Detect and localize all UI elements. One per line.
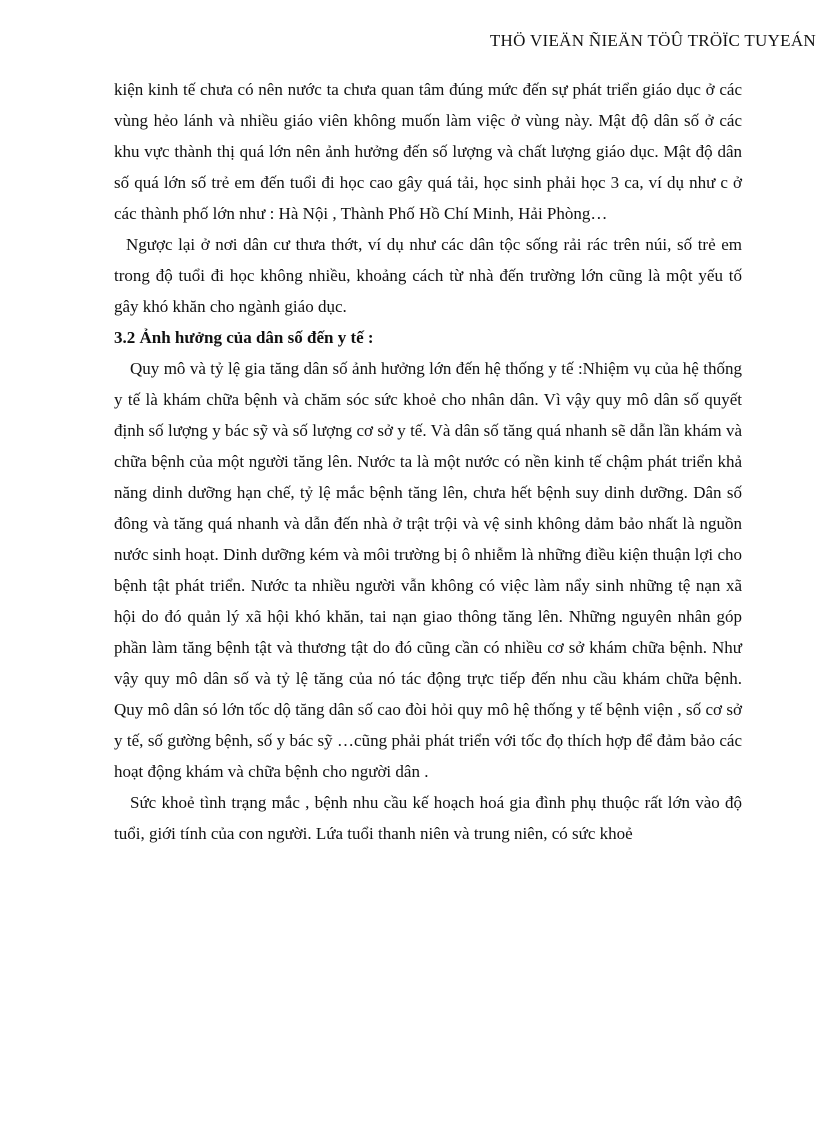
paragraph-education-urban: kiện kinh tế chưa có nên nước ta chưa quan tâm đúng mức đến sự phát triển giáo dục ở các vùng hẻo lánh và nhiều giáo viên không muốn làm việc ở vùng này. Mật độ dân số ở các khu vực thành thị quá lớn nên ảnh hưởng đến số lượng và chất lượng giáo dục. Mật độ dân số quá lớn số trẻ em đến tuổi đi học cao gây quá tải, học sinh phải học 3 ca, ví dụ như c ở các thành phố lớn như : Hà Nội , Thành Phố Hồ Chí Minh, Hải Phòng… <box>114 80 742 223</box>
page-header: THÖ VIEÄN ÑIEÄN TÖÛ TRÖÏC TUYEÁN <box>489 31 816 50</box>
document-body <box>114 74 742 849</box>
section-heading: 3.2 Ảnh hưởng của dân số đến y tế : <box>114 328 374 347</box>
paragraph-education-rural: Ngược lại ở nơi dân cư thưa thớt, ví dụ như các dân tộc sống rải rác trên núi, số trẻ em trong độ tuổi đi học không nhiều, khoảng cách từ nhà đến trường lớn cũng là một yếu tố gây khó khăn cho ngành giáo dục. <box>114 235 742 316</box>
paragraph-health-system: Quy mô và tỷ lệ gia tăng dân số ảnh hưởng lớn đến hệ thống y tế :Nhiệm vụ của hệ thống y tế là khám chữa bệnh và chăm sóc sức khoẻ cho nhân dân. Vì vậy quy mô dân số quyết định số lượng y bác sỹ và số lượng cơ sở y tế. Và dân số tăng quá nhanh sẽ dẫn lần khám và chữa bệnh của một người tăng lên. Nước ta là một nước có nền kinh tế chậm phát triển khả năng dinh dưỡng hạn chế, tỷ lệ mắc bệnh tăng lên, chưa hết bệnh suy dinh dưỡng. Dân số đông và tăng quá nhanh và dẫn đến nhà ở trật trội và vệ sinh không dảm bảo nhất là nguồn nước sinh hoạt. Dinh dưỡng kém và môi trường bị ô nhiễm là những điều kiện thuận lợi cho bệnh tật phát triển. Nước ta nhiều người vẫn không có việc làm nẩy sinh những tệ nạn xã hội do đó quản lý xã hội khó khăn, tai nạn giao thông tăng lên. Những nguyên nhân góp phần làm tăng bệnh tật và thương tật do đó cũng cần có nhiều cơ sở khám chữa bệnh. Như vậy quy mô dân số và tỷ lệ tăng của nó tác động trực tiếp đến nhu cầu khám chữa bệnh. Quy mô dân só lớn tốc dộ tăng dân số cao đòi hỏi quy mô hệ thống y tế bệnh viện , số cơ sở y tế, số gường bệnh, số y bác sỹ …cũng phải phát triển với tốc đọ thích hợp để đảm bảo các hoạt động khám và chữa bệnh cho người dân . <box>114 359 742 781</box>
paragraph-health-age: Sức khoẻ tình trạng mắc , bệnh nhu cầu kế hoạch hoá gia đình phụ thuộc rất lớn vào độ tuổi, giới tính của con người. Lứa tuổi thanh niên và trung niên, có sức khoẻ <box>114 793 742 843</box>
